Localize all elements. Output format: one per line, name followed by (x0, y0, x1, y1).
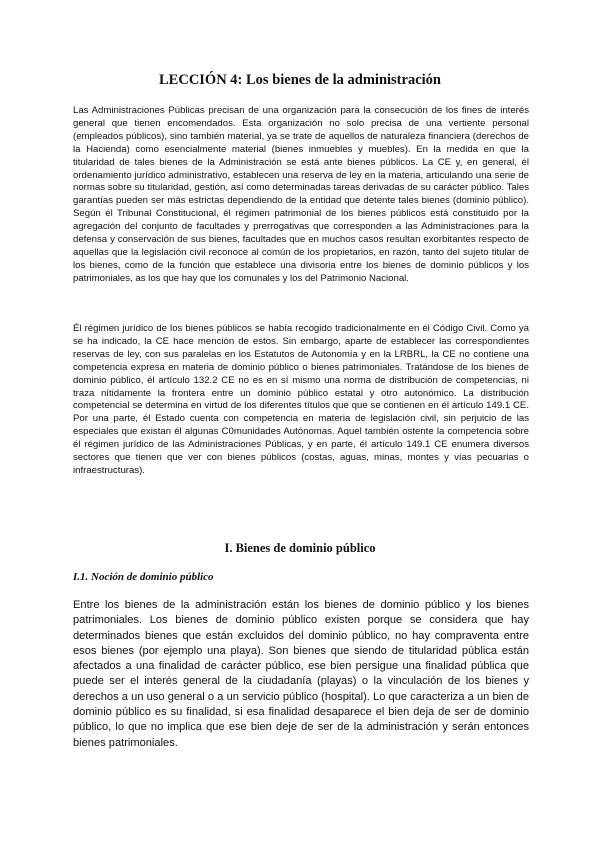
intro-paragraph-1: Las Administraciones Públicas precisan de una organización para la consecución de los fines de interés general que tienen encomendados. Esta organización no solo precisa de una vertiente personal (empleados públicos), sino también material, ya se trate de aquellos de naturaleza financiera (derechos de la Hacienda) como esencialmente material (bienes inmuebles y muebles). En la medida en que la titularidad de tales bienes de la Administración se está ante bienes públicos. La CE y, en general, él ordenamiento jurídico administrativo, establecen una reserva de ley en la materia, articulando una serie de normas sobre su titularidad, gestión, así como determinadas tareas derivadas de su carácter público. Tales garantías pueden ser más estrictas dependiendo de la entidad que detente tales bienes (dominio público). Según él Tribunal Constitucional, él régimen patrimonial de los bienes públicos está constituido por la agregación del conjunto de facultades y prerrogativas que corresponden a las Administraciones para la defensa y conservación de sus bienes, facultades que en muchos casos resultan exorbitantes respecto de aquellas que la legislación civil reconoce al común de los propietarios, en razón, tanto del sujeto titular de los bienes, como de la función que establece una divisoria entre los bienes de dominio públicos y los patrimoniales, as los que hay que los comunales y los del Patrimonio Nacional. (73, 105, 529, 284)
subsection-heading: I.1. Noción de dominio público (73, 571, 214, 583)
lesson-title: LECCIÓN 4: Los bienes de la administración (159, 72, 441, 88)
intro-paragraph-2: Él régimen jurídico de los bienes públicos se había recogido tradicionalmente en él Código Civil. Como ya se ha indicado, la CE hace mención de estos. Sin embargo, aparte de establecer las correspondientes reservas de ley, con sus paralelas en los Estatutos de Autonomía y en la LRBRL, la CE no contiene una competencia expresa en materia de dominio público o bienes patrimoniales. Tratándose de los bienes de dominio público, él artículo 132.2 CE no es en sí mismo una norma de distribución de competencias, ni traza nítidamente la frontera entre un dominio público estatal y otro autonómico. La distribución competencial se determina en virtud de los diferentes títulos que que se contienen en él artículo 149.1 CE. Por una parte, él Estado cuenta con competencia en materia de legislación civil, sin perjuicio de las especiales que existan él algunas C0munidades Autónomas. Aquel también ostente la competencia sobre él régimen jurídico de las Administraciones Públicas, y en parte, él artículo 149.1 CE enumera diversos sectores que tienen que ver con bienes públicos (costas, aguas, minas, montes y vías pecuarias o infraestructuras). (73, 323, 529, 476)
section-paragraph: Entre los bienes de la administración están los bienes de dominio público y los bienes patrimoniales. Los bienes de dominio público existen porque se considera que hay determinados bienes que están excluidos del dominio público, no hay compraventa entre esos bienes (por ejemplo una playa). Son bienes que siendo de titularidad pública están afectados a una finalidad de carácter público, ese bien persigue una finalidad pública que puede ser el interés general de la ciudadanía (playas) o la vinculación de los bienes y derechos a un uso general o a un servicio público (hospital). Lo que caracteriza a un bien de dominio público es su finalidad, si esa finalidad desaparece el bien deja de ser de dominio público, lo que no implica que ese bien deje de ser de la administración y serán entonces bienes patrimoniales. (73, 599, 529, 749)
section-heading: I. Bienes de dominio público (224, 541, 376, 555)
